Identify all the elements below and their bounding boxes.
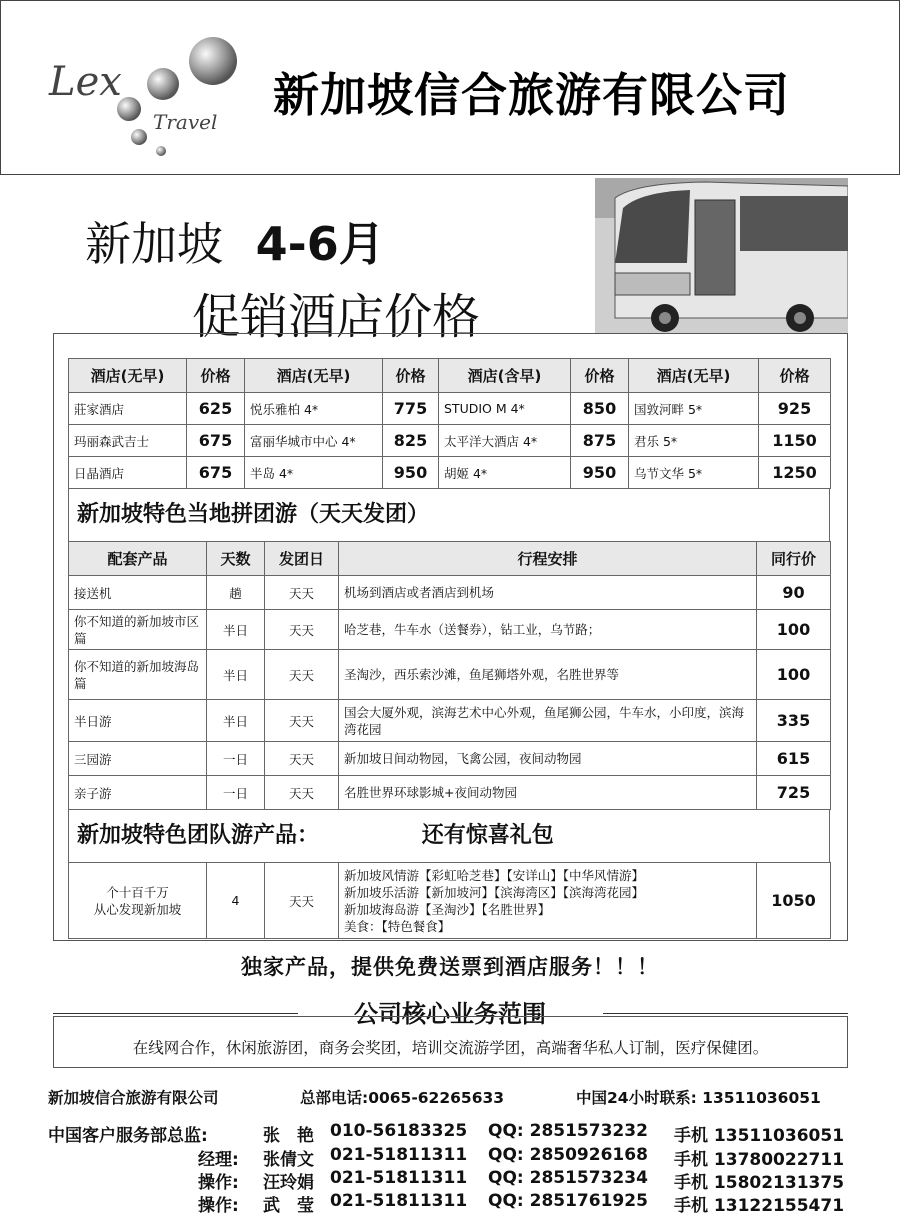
hotel-name: 莊家酒店 [69, 393, 187, 425]
footer-hq-phone: 总部电话:0065-62265633 [300, 1089, 505, 1107]
hotel-name: 悦乐雅柏 4* [245, 393, 383, 425]
hotel-name: 胡姬 4* [439, 457, 571, 489]
tour-price: 615 [757, 742, 831, 776]
contact-row [48, 1168, 860, 1193]
contact-qq: QQ: 2851761925 [488, 1191, 648, 1211]
tour-header-cell: 天数 [207, 542, 265, 576]
tour-days: 半日 [207, 650, 265, 700]
team-itinerary-line: 美食：【特色餐食】 [344, 918, 451, 934]
bus-photo [595, 178, 848, 333]
tour-header-cell: 同行价 [757, 542, 831, 576]
contact-mobile: 手机 15802131375 [674, 1173, 845, 1193]
contact-role: 操作: [198, 1196, 239, 1216]
tour-product: 你不知道的新加坡市区篇 [69, 610, 207, 650]
hotel-name: STUDIO M 4* [439, 393, 571, 425]
team-itinerary-line: 新加坡乐活游【新加坡河】【滨海湾区】【滨海湾花园】 [344, 884, 645, 900]
tour-days: 趟 [207, 576, 265, 610]
contact-phone: 021-51811311 [330, 1145, 468, 1165]
hotel-row [69, 425, 831, 457]
hotel-name: 日晶酒店 [69, 457, 187, 489]
tour-header-cell: 发团日 [265, 542, 339, 576]
tour-itinerary: 圣淘沙，西乐索沙滩，鱼尾狮塔外观，名胜世界等 [339, 650, 757, 700]
contact-mobile: 手机 13122155471 [674, 1196, 845, 1216]
hotel-price: 625 [187, 393, 245, 425]
content-area [68, 358, 830, 939]
tour-row [69, 650, 831, 700]
hotel-row [69, 457, 831, 489]
team-section-label: 新加坡特色团队游产品： [77, 823, 320, 848]
team-product-line: 个十百千万 [106, 884, 169, 900]
hotel-header-cell: 价格 [759, 359, 831, 393]
hotel-header-cell: 酒店(无早) [629, 359, 759, 393]
tour-schedule: 天天 [265, 576, 339, 610]
hotel-price: 775 [383, 393, 439, 425]
tour-row [69, 700, 831, 742]
tour-days: 一日 [207, 776, 265, 810]
contact-mobile: 手机 13780022711 [674, 1150, 845, 1170]
contact-qq: QQ: 2851573232 [488, 1121, 648, 1141]
exclusive-banner: 独家产品，提供免费送票到酒店服务！！！ [241, 955, 659, 979]
tour-row [69, 742, 831, 776]
lex-travel-logo [41, 29, 241, 159]
hotel-header-cell: 酒店(无早) [69, 359, 187, 393]
contact-row [48, 1191, 860, 1216]
contact-phone: 010-56183325 [330, 1121, 468, 1141]
tour-itinerary: 哈芝巷，牛车水（送餐券），钻工业，乌节路； [339, 610, 757, 650]
scope-title: 公司核心业务范围 [354, 1000, 546, 1028]
hotel-price: 675 [187, 457, 245, 489]
hotel-name: 乌节文华 5* [629, 457, 759, 489]
contact-role: 中国客户服务部总监: [48, 1126, 208, 1146]
team-itinerary-line: 新加坡海岛游【圣淘沙】【名胜世界】 [344, 901, 551, 917]
contact-phone: 021-51811311 [330, 1191, 468, 1211]
tour-itinerary: 新加坡日间动物园，飞禽公园，夜间动物园 [339, 742, 757, 776]
contact-qq: QQ: 2851573234 [488, 1168, 648, 1188]
team-price: 1050 [757, 863, 831, 939]
team-table [68, 862, 831, 939]
tour-product: 半日游 [69, 700, 207, 742]
hotel-price-table [68, 358, 831, 489]
tour-section-title: 新加坡特色当地拼团游（天天发团） [68, 489, 830, 541]
tour-days: 半日 [207, 610, 265, 650]
hotel-price: 1150 [759, 425, 831, 457]
tour-price: 100 [757, 610, 831, 650]
tour-days: 一日 [207, 742, 265, 776]
logo-text-main: Lex [49, 59, 122, 105]
contact-row [48, 1121, 860, 1146]
hotel-header-cell: 酒店(含早) [439, 359, 571, 393]
hero-title-prefix: 新加坡 [85, 217, 223, 271]
team-product-line: 从心发现新加坡 [93, 901, 182, 917]
tour-days: 半日 [207, 700, 265, 742]
hotel-price: 875 [571, 425, 629, 457]
hotel-price: 850 [571, 393, 629, 425]
team-section-title [68, 810, 830, 862]
team-schedule: 天天 [265, 863, 339, 939]
hero-title [85, 208, 385, 274]
hotel-name: 太平洋大酒店 4* [439, 425, 571, 457]
contact-phone: 021-51811311 [330, 1168, 468, 1188]
tour-schedule: 天天 [265, 700, 339, 742]
tour-price: 335 [757, 700, 831, 742]
tour-header-row [69, 542, 831, 576]
contact-qq: QQ: 2850926168 [488, 1145, 648, 1165]
tour-schedule: 天天 [265, 776, 339, 810]
tour-product: 接送机 [69, 576, 207, 610]
tour-product: 亲子游 [69, 776, 207, 810]
tour-product: 三园游 [69, 742, 207, 776]
tour-header-cell: 行程安排 [339, 542, 757, 576]
tour-price: 100 [757, 650, 831, 700]
hotel-header-cell: 价格 [187, 359, 245, 393]
contact-name: 张倩文 [263, 1150, 314, 1170]
tour-row [69, 576, 831, 610]
contact-row [48, 1145, 860, 1170]
tour-schedule: 天天 [265, 610, 339, 650]
contact-name: 张 艳 [263, 1126, 314, 1146]
footer-24h-contact: 中国24小时联系: 13511036051 [576, 1089, 821, 1107]
hotel-price: 950 [571, 457, 629, 489]
hotel-name: 半岛 4* [245, 457, 383, 489]
contact-name: 武 莹 [263, 1196, 314, 1216]
tour-header-cell: 配套产品 [69, 542, 207, 576]
hotel-name: 君乐 5* [629, 425, 759, 457]
hotel-name: 国敦河畔 5* [629, 393, 759, 425]
hotel-header-cell: 酒店(无早) [245, 359, 383, 393]
tour-product: 你不知道的新加坡海岛篇 [69, 650, 207, 700]
team-itinerary-line: 新加坡风情游【彩虹哈芝巷】【安详山】【中华风情游】 [344, 867, 645, 883]
tour-schedule: 天天 [265, 742, 339, 776]
scope-content: 在线网合作，休闲旅游团，商务会奖团，培训交流游学团，高端奢华私人订制，医疗保健团。 [53, 1016, 848, 1068]
hotel-header-cell: 价格 [571, 359, 629, 393]
hero-subtitle: 促销酒店价格 [192, 289, 481, 345]
tour-itinerary: 机场到酒店或者酒店到机场 [339, 576, 757, 610]
contact-name: 汪玲娟 [263, 1173, 314, 1193]
hotel-price: 825 [383, 425, 439, 457]
tour-table [68, 541, 831, 810]
tour-itinerary: 名胜世界环球影城+夜间动物园 [339, 776, 757, 810]
tour-row [69, 610, 831, 650]
hotel-price: 950 [383, 457, 439, 489]
company-title: 新加坡信合旅游有限公司 [273, 68, 790, 122]
contact-role: 经理: [198, 1150, 239, 1170]
hotel-name: 玛丽森武吉士 [69, 425, 187, 457]
contact-mobile: 手机 13511036051 [674, 1126, 845, 1146]
tour-schedule: 天天 [265, 650, 339, 700]
team-product [69, 863, 207, 939]
hotel-header-row [69, 359, 831, 393]
team-row [69, 863, 831, 939]
hotel-header-cell: 价格 [383, 359, 439, 393]
hero-title-months: 4-6月 [255, 217, 385, 271]
tour-price: 90 [757, 576, 831, 610]
gift-text: 还有惊喜礼包 [421, 823, 554, 848]
hotel-price: 1250 [759, 457, 831, 489]
tour-row [69, 776, 831, 810]
header [0, 0, 900, 175]
logo-text-sub: Travel [153, 110, 218, 134]
hotel-name: 富丽华城市中心 4* [245, 425, 383, 457]
contact-role: 操作: [198, 1173, 239, 1193]
team-itinerary [339, 863, 757, 939]
tour-price: 725 [757, 776, 831, 810]
team-days: 4 [207, 863, 265, 939]
footer-company: 新加坡信合旅游有限公司 [48, 1089, 219, 1107]
tour-itinerary: 国会大厦外观，滨海艺术中心外观，鱼尾狮公园，牛车水，小印度，滨海湾花园 [339, 700, 757, 742]
hotel-price: 675 [187, 425, 245, 457]
hotel-row [69, 393, 831, 425]
hotel-price: 925 [759, 393, 831, 425]
